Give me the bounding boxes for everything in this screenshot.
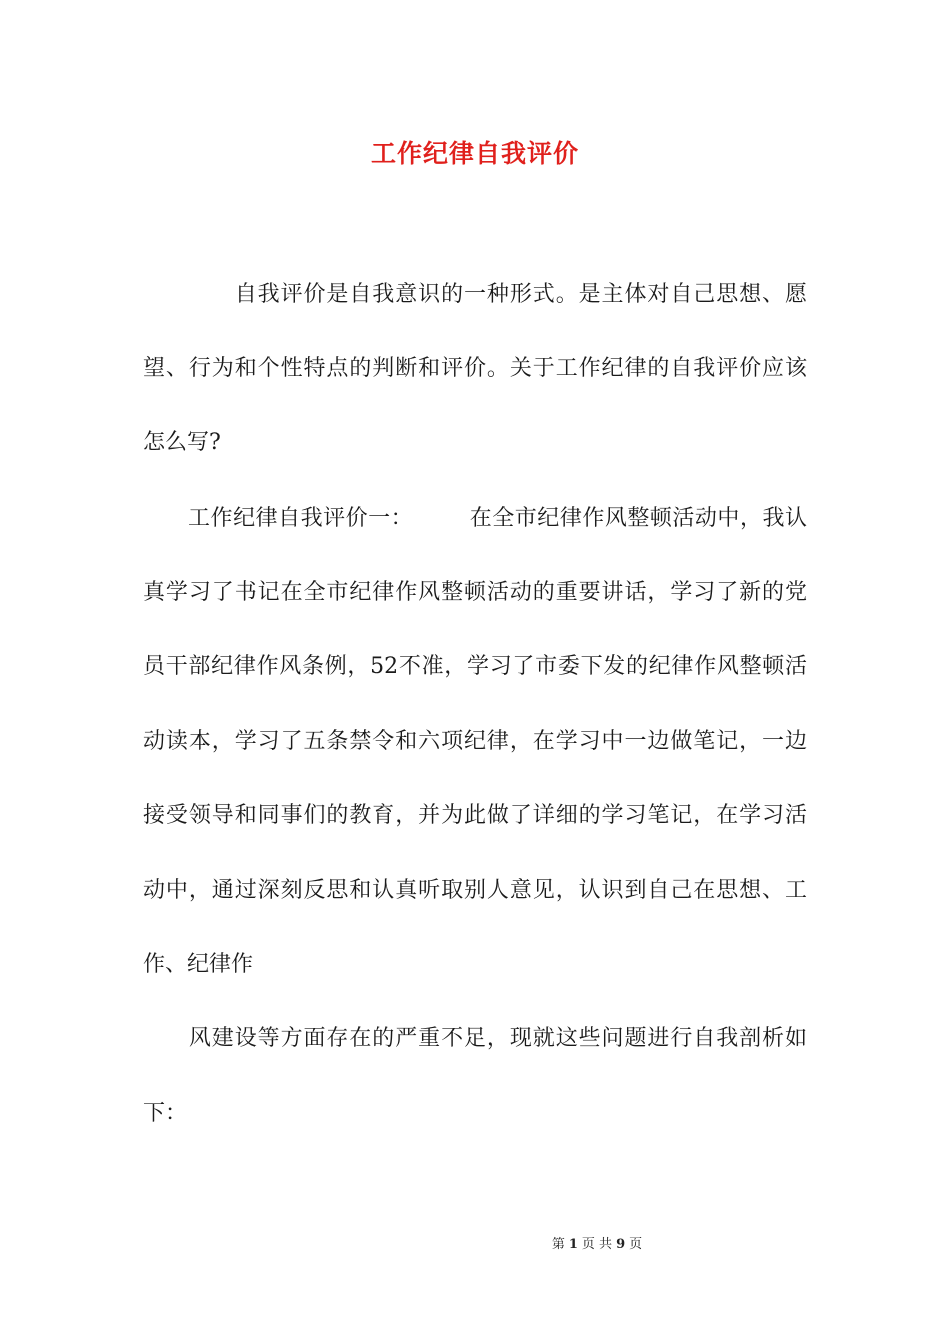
body-line: 望、行为和个性特点的判断和评价。关于工作纪律的自我评价应该 bbox=[143, 356, 807, 381]
body-line: 接受领导和同事们的教育，并为此做了详细的学习笔记，在学习活 bbox=[143, 803, 807, 828]
body-line: 真学习了书记在全市纪律作风整顿活动的重要讲话，学习了新的党 bbox=[143, 580, 807, 605]
body-line: 工作纪律自我评价一： 在全市纪律作风整顿活动中，我认 bbox=[143, 506, 807, 531]
body-line: 作、纪律作 bbox=[143, 952, 254, 977]
total-pages-number: 9 bbox=[616, 1237, 626, 1252]
body-line: 自我评价是自我意识的一种形式。是主体对自己思想、愿 bbox=[143, 282, 807, 307]
body-line: 风建设等方面存在的严重不足，现就这些问题进行自我剖析如 bbox=[143, 1026, 807, 1051]
footer-mid: 页 共 bbox=[581, 1237, 613, 1252]
current-page-number: 1 bbox=[568, 1237, 578, 1252]
body-line: 下： bbox=[143, 1101, 188, 1126]
body-line: 员干部纪律作风条例，52不准，学习了市委下发的纪律作风整顿活 bbox=[143, 654, 807, 679]
body-line: 动中，通过深刻反思和认真听取别人意见，认识到自己在思想、工 bbox=[143, 878, 807, 903]
footer-suffix: 页 bbox=[629, 1237, 643, 1252]
body-line: 怎么写? bbox=[143, 430, 221, 455]
document-title: 工作纪律自我评价 bbox=[370, 139, 579, 168]
footer-prefix: 第 bbox=[551, 1237, 565, 1252]
body-line: 动读本，学习了五条禁令和六项纪律，在学习中一边做笔记，一边 bbox=[143, 729, 807, 754]
page-footer bbox=[0, 1236, 950, 1254]
